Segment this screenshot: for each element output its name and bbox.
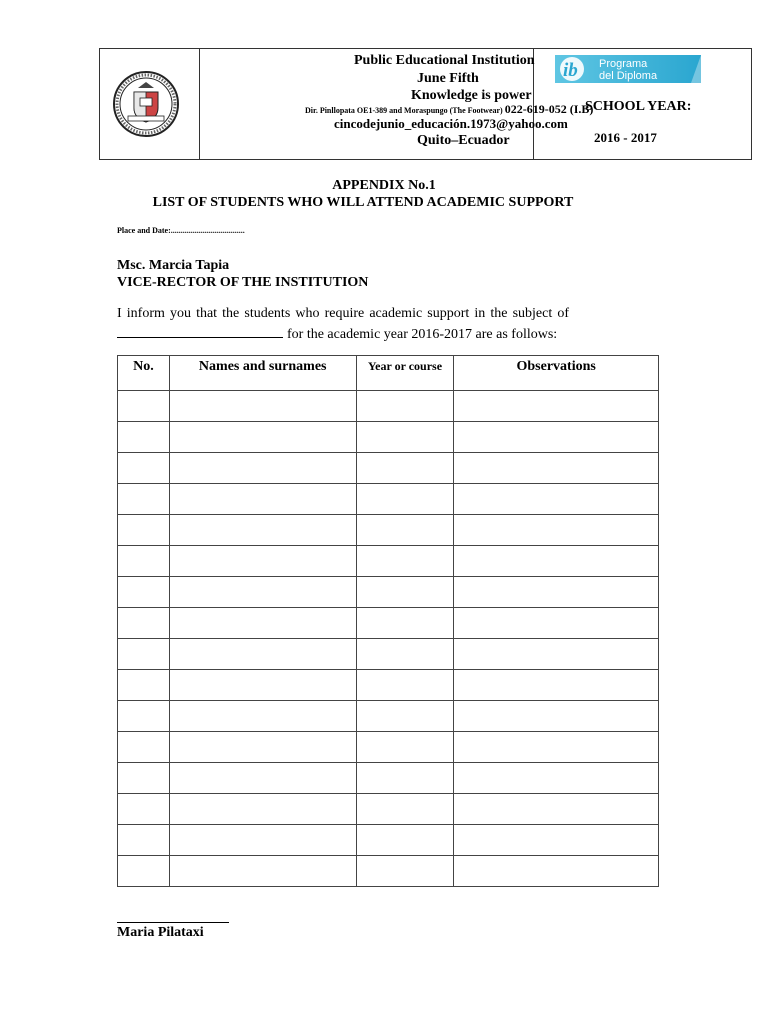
table-cell[interactable] bbox=[169, 763, 356, 794]
ib-diploma-logo-icon bbox=[555, 55, 701, 83]
table-cell[interactable] bbox=[169, 701, 356, 732]
institution-label: Public Educational Institution bbox=[354, 53, 535, 68]
table-cell[interactable] bbox=[356, 732, 454, 763]
table-row bbox=[118, 484, 659, 515]
school-seal-icon bbox=[112, 70, 180, 138]
ib-logo-line2: del Diploma bbox=[599, 70, 658, 82]
table-cell[interactable] bbox=[169, 794, 356, 825]
table-cell[interactable] bbox=[169, 608, 356, 639]
table-cell[interactable] bbox=[118, 856, 170, 887]
table-cell[interactable] bbox=[169, 670, 356, 701]
list-title: LIST OF STUDENTS WHO WILL ATTEND ACADEMIC SUPPORT bbox=[152, 195, 574, 210]
subject-blank bbox=[117, 325, 283, 338]
table-cell[interactable] bbox=[118, 701, 170, 732]
ib-logo-line1: Programa bbox=[599, 58, 648, 70]
table-cell[interactable] bbox=[169, 453, 356, 484]
table-cell[interactable] bbox=[356, 608, 454, 639]
table-cell[interactable] bbox=[454, 577, 659, 608]
table-cell[interactable] bbox=[356, 484, 454, 515]
table-row bbox=[118, 546, 659, 577]
table-cell[interactable] bbox=[118, 670, 170, 701]
school-year-label: SCHOOL YEAR: bbox=[585, 99, 692, 114]
table-cell[interactable] bbox=[454, 608, 659, 639]
table-row bbox=[118, 701, 659, 732]
table-row bbox=[118, 639, 659, 670]
institution-email: cincodejunio_educación.1973@yahoo.com bbox=[334, 116, 568, 131]
institution-motto: Knowledge is power bbox=[411, 88, 532, 103]
table-cell[interactable] bbox=[356, 577, 454, 608]
table-cell[interactable] bbox=[118, 391, 170, 422]
inform-line-1: I inform you that the students who require academic support in the subject of bbox=[117, 306, 569, 321]
header-no: No. bbox=[118, 356, 170, 391]
table-cell[interactable] bbox=[118, 732, 170, 763]
table-row bbox=[118, 670, 659, 701]
table-cell[interactable] bbox=[169, 515, 356, 546]
school-year-value: 2016 - 2017 bbox=[594, 130, 657, 145]
table-cell[interactable] bbox=[356, 763, 454, 794]
table-cell[interactable] bbox=[118, 639, 170, 670]
school-year-cell bbox=[533, 49, 751, 159]
table-cell[interactable] bbox=[454, 794, 659, 825]
recipient-title: VICE-RECTOR OF THE INSTITUTION bbox=[117, 275, 369, 290]
table-cell[interactable] bbox=[118, 763, 170, 794]
table-cell[interactable] bbox=[169, 825, 356, 856]
table-cell[interactable] bbox=[118, 825, 170, 856]
phone-text: 022-619-052 (I.B) bbox=[504, 102, 594, 116]
table-cell[interactable] bbox=[454, 763, 659, 794]
header-observations: Observations bbox=[454, 356, 659, 391]
table-cell[interactable] bbox=[169, 391, 356, 422]
address-text: Dir. Pinllopata OE1-389 and Moraspungo (The Footwear) bbox=[305, 106, 503, 115]
table-cell[interactable] bbox=[454, 453, 659, 484]
table-cell[interactable] bbox=[169, 577, 356, 608]
table-header-row bbox=[118, 356, 659, 391]
signature-line bbox=[117, 922, 229, 923]
table-row bbox=[118, 732, 659, 763]
table-row bbox=[118, 794, 659, 825]
inform-line-2 bbox=[117, 325, 557, 343]
table-cell[interactable] bbox=[169, 484, 356, 515]
recipient-name: Msc. Marcia Tapia bbox=[117, 258, 230, 273]
table-cell[interactable] bbox=[169, 856, 356, 887]
table-row bbox=[118, 422, 659, 453]
table-cell[interactable] bbox=[454, 515, 659, 546]
table-cell[interactable] bbox=[169, 732, 356, 763]
table-cell[interactable] bbox=[356, 422, 454, 453]
table-cell[interactable] bbox=[118, 453, 170, 484]
table-cell[interactable] bbox=[356, 546, 454, 577]
table-body bbox=[118, 391, 659, 887]
table-cell[interactable] bbox=[169, 546, 356, 577]
table-cell[interactable] bbox=[118, 577, 170, 608]
table-cell[interactable] bbox=[356, 639, 454, 670]
table-row bbox=[118, 577, 659, 608]
table-cell[interactable] bbox=[356, 391, 454, 422]
table-cell[interactable] bbox=[118, 608, 170, 639]
table-cell[interactable] bbox=[356, 794, 454, 825]
signature-name: Maria Pilataxi bbox=[117, 925, 204, 940]
table-cell[interactable] bbox=[356, 825, 454, 856]
table-cell[interactable] bbox=[118, 422, 170, 453]
table-cell[interactable] bbox=[454, 639, 659, 670]
header-table bbox=[99, 48, 752, 160]
table-row bbox=[118, 856, 659, 887]
table-cell[interactable] bbox=[454, 391, 659, 422]
table-cell[interactable] bbox=[356, 515, 454, 546]
table-cell[interactable] bbox=[454, 856, 659, 887]
table-cell[interactable] bbox=[169, 422, 356, 453]
table-row bbox=[118, 608, 659, 639]
table-cell[interactable] bbox=[454, 825, 659, 856]
table-cell[interactable] bbox=[454, 484, 659, 515]
table-cell[interactable] bbox=[118, 546, 170, 577]
table-cell[interactable] bbox=[356, 701, 454, 732]
table-cell[interactable] bbox=[169, 639, 356, 670]
table-row bbox=[118, 453, 659, 484]
table-cell[interactable] bbox=[454, 670, 659, 701]
seal-cell bbox=[100, 49, 200, 159]
table-cell[interactable] bbox=[356, 670, 454, 701]
appendix-title: APPENDIX No.1 bbox=[332, 178, 436, 193]
table-row bbox=[118, 825, 659, 856]
inform-line-2-text: for the academic year 2016-2017 are as follows: bbox=[287, 327, 558, 342]
students-table bbox=[117, 355, 659, 887]
institution-cell bbox=[199, 49, 594, 159]
place-and-date: Place and Date:..................................... bbox=[117, 226, 245, 235]
table-cell[interactable] bbox=[454, 732, 659, 763]
table-cell[interactable] bbox=[118, 794, 170, 825]
table-cell[interactable] bbox=[454, 701, 659, 732]
table-row bbox=[118, 515, 659, 546]
table-cell[interactable] bbox=[118, 484, 170, 515]
table-cell[interactable] bbox=[454, 546, 659, 577]
table-cell[interactable] bbox=[356, 453, 454, 484]
institution-city: Quito–Ecuador bbox=[417, 133, 510, 148]
table-cell[interactable] bbox=[454, 422, 659, 453]
table-row bbox=[118, 391, 659, 422]
institution-name: June Fifth bbox=[417, 71, 479, 86]
table-row bbox=[118, 763, 659, 794]
table-cell[interactable] bbox=[118, 515, 170, 546]
header-year-course: Year or course bbox=[356, 356, 454, 391]
header-names: Names and surnames bbox=[169, 356, 356, 391]
table-cell[interactable] bbox=[356, 856, 454, 887]
svg-text:ib: ib bbox=[563, 60, 578, 81]
